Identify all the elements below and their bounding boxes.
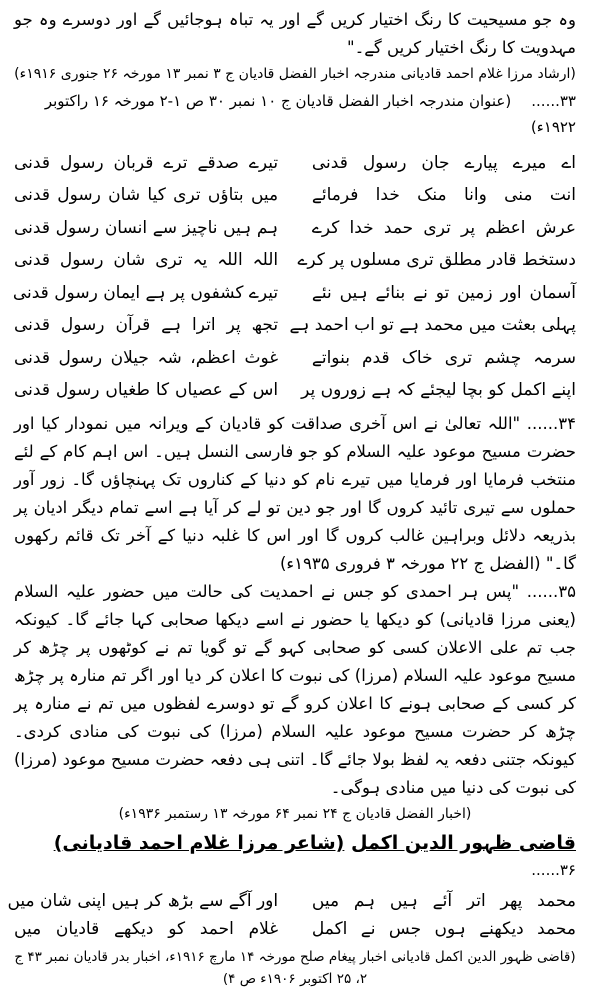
item-36-reference: (قاضی ظہور الدین اکمل قادیانی اخبار پیغام صلح مورخہ ۱۴ مارچ ۱۹۱۶ء، اخبار بدر قادیان نمبر ۴۳ ج ۲، ۲۵ اکتوبر ۱۹۰۶ء ص ۴) [14,949,576,987]
misra-right: دستخط قادر مطلق تری مسلوں پر کرے [297,250,576,271]
couplet [14,211,576,244]
item-33-number: ۳۳...... [531,92,576,110]
couplet [14,341,576,374]
poem-33 [14,146,576,406]
couplet [7,886,576,914]
misra-left: اور آگے سے بڑھ کر ہیں اپنی شان میں [7,890,279,911]
item-34-number: ۳۴...... [526,414,577,433]
misra-right: محمد دیکھنے ہوں جس نے اکمل [311,918,576,939]
item-34-reference: (الفضل ج ۲۲ مورخہ ۳ فروری ۱۹۳۵ء) [279,554,541,573]
misra-right: محمد پھر اتر آئے ہیں ہم میں [311,890,576,911]
misra-right: انت منی وانا منک خدا فرمائے [311,185,576,206]
item-35-number: ۳۵...... [526,582,576,601]
couplet [14,309,576,342]
misra-right: پہلی بعثت میں محمد ہے تو اب احمد ہے [289,315,576,336]
misra-right: عرش اعظم پر تری حمد خدا کرے [311,217,576,238]
item-35-body: "پس ہر احمدی کو جس نے احمدیت کی حالت میں حضور علیہ السلام (یعنی مرزا قادیانی) کو دیکھا یا حضور نے اسے دیکھا صحابی کہا جائے گا۔ کیونکہ جب تم علی الاعلان کسی کو صحابی کہو گے تو گویا تم نے کوٹھوں پر چڑھ کر مسیح موعود علیہ السلام (مرزا) کی نبوت کا اعلان کر دیا اور اگر تم منارہ پر چڑھ کر کسی کے صحابی ہونے کا اعلان کرو گے تو دوسرے لفظوں میں تم نے منارہ پر چڑھ کر حضرت مسیح موعود علیہ السلام (مرزا) کی نبوت کی منادی کردی۔ کیونکہ جتنی دفعہ یہ لفظ بولا جائے گا۔ اتنی ہی دفعہ حضرت مسیح موعود (مرزا) کی نبوت کی دنیا میں منادی ہوگی۔ [14,582,576,797]
item-34-body: "اللہ تعالیٰ نے اس آخری صداقت کو قادیان کے ویرانہ میں نمودار کیا اور حضرت مسیح موعود علیہ السلام کو جو فارسی النسل ہیں۔ اس اہم کام کے لئے منتخب فرمایا اور فرمایا میں تیرے نام کو دنیا کے کناروں تک پہنچاؤں گا۔ زور آور حملوں سے تیری تائید کروں گا اور جو دین تو لے کر آیا ہے اسے تمام دیگر ادیان پر بذریعہ دلائل وبراہین غالب کروں گا اور اس کا غلبہ دنیا کے آخر تک قائم رکھوں گا۔" [14,414,576,573]
couplet [14,276,576,309]
couplet [14,179,576,212]
misra-left: غلام احمد کو دیکھے قادیان میں [14,918,279,939]
item-35-reference: (اخبار الفضل قادیان ج ۲۴ نمبر ۶۴ مورخہ ۱۳ رستمبر ۱۹۳۶ء) [118,806,472,822]
misra-right: اے میرے پیارے جان رسول قدنی [311,152,576,173]
misra-left: غوث اعظم، شہ جیلان رسول قدنی [14,347,279,368]
poem-36 [7,886,576,942]
misra-left: تیرے صدقے ترے قربان رسول قدنی [14,152,279,173]
misra-left: میں بتاؤں تری کیا شان رسول قدنی [14,184,279,205]
section-title [14,828,576,858]
item-35-text [14,578,576,802]
poet-name: قاضی ظہور الدین اکمل [351,832,576,854]
misra-right: اپنے اکمل کو بچا لیجئے کہ ہے زوروں پر [301,380,576,401]
couplet [14,374,576,407]
item-36-number: ۳۶...... [531,861,576,879]
misra-right: سرمہ چشم تری خاک قدم بنواتے [311,347,576,368]
misra-left: تجھ پر اترا ہے قرآن رسول قدنی [14,315,279,336]
misra-left: تیرے کشفوں پر ہے ایمان رسول قدنی [12,282,279,303]
item-33-reference: (عنوان مندرجہ اخبار الفضل قادیان ج ۱۰ نمبر ۳۰ ص ۱-۲ مورخہ ۱۶ راکتوبر ۱۹۲۲ء) [44,92,576,136]
item-34-text [14,410,576,578]
misra-left: اللہ اللہ یہ تری شان رسول قدنی [14,250,279,271]
misra-right: آسمان اور زمین تو نے بنائے ہیں نئے [311,282,576,303]
misra-left: ہم ہیں ناچیز سے انسان رسول قدنی [14,217,279,238]
intro-reference: (ارشاد مرزا غلام احمد قادیانی مندرجہ اخبار الفضل قادیان ج ۳ نمبر ۱۳ مورخہ ۲۶ جنوری ۱۹۱۶ء) [14,66,576,82]
couplet [14,146,576,179]
poet-description: (شاعر مرزا غلام احمد قادیانی) [53,832,345,854]
misra-left: اس کے عصیاں کا طغیاں رسول قدنی [14,380,279,401]
couplet [14,244,576,277]
couplet [14,914,576,942]
item-33-header [14,88,576,140]
intro-line: وہ جو مسیحیت کا رنگ اختیار کریں گے اور یہ تباہ ہوجائیں گے اور دوسرے وہ جو مہدویت کا رنگ اختیار کریں گے۔" [14,10,576,57]
